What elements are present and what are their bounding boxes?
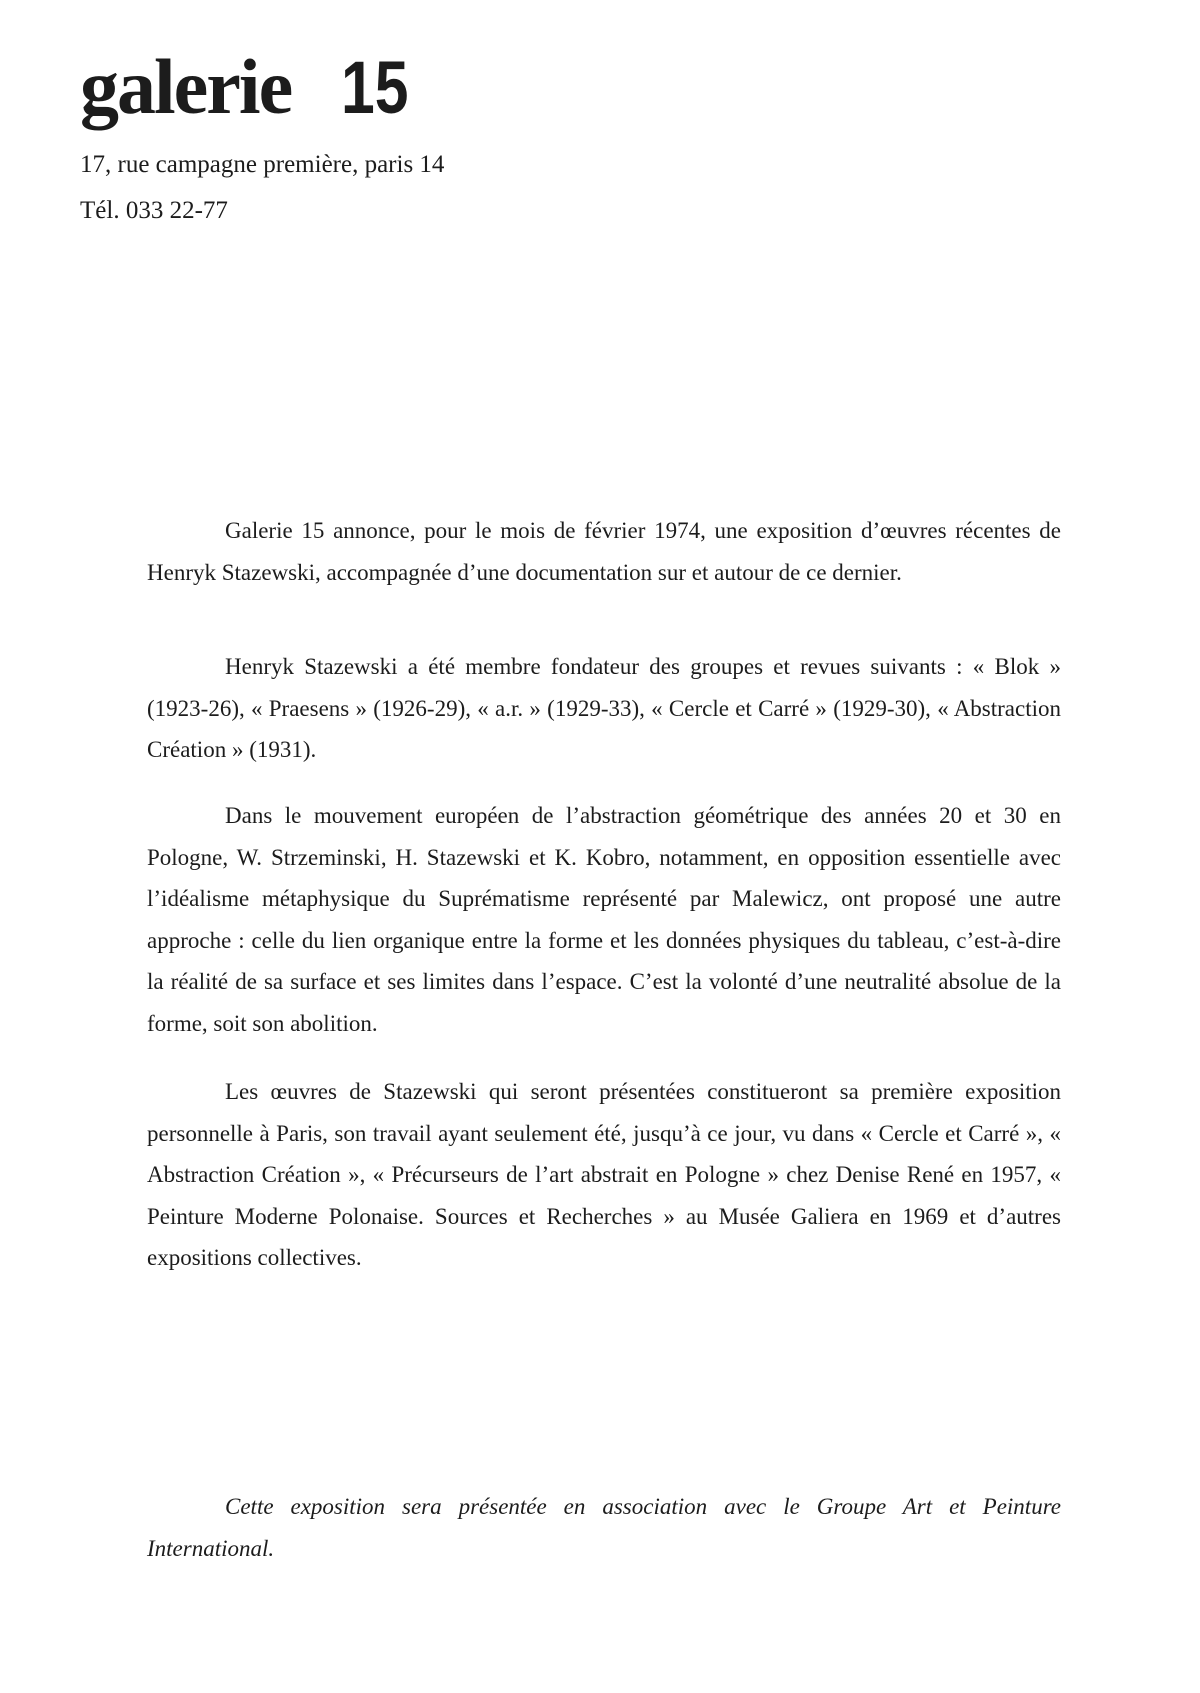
paragraph-movement	[147, 795, 1061, 1044]
footer-note	[147, 1486, 1061, 1569]
gallery-address: 17, rue campagne première, paris 14	[80, 151, 445, 178]
footer-note-text: Cette exposition sera présentée en association avec le Groupe Art et Peinture International.	[147, 1494, 1061, 1561]
gallery-logo	[80, 43, 444, 130]
paragraph-text: Dans le mouvement européen de l’abstraction géométrique des années 20 et 30 en Pologne, W. Strzeminski, H. Stazewski et K. Kobro, notamment, en opposition essentielle avec l’idéalisme métaphysique du Suprématisme représenté par Malewicz, ont proposé une autre approche : celle du lien organique entre la forme et les données physiques du tableau, c’est-à-dire la réalité de sa surface et ses limites dans l’espace. C’est la volonté d’une neutralité absolue de la forme, soit son abolition.	[147, 803, 1061, 1036]
paragraph-groups	[147, 646, 1061, 771]
gallery-number: 15	[341, 46, 409, 129]
gallery-name: galerie	[80, 43, 292, 130]
paragraph-exhibitions	[147, 1071, 1061, 1279]
paragraph-text: Les œuvres de Stazewski qui seront présentées constitueront sa première exposition personnelle à Paris, son travail ayant seulement été, jusqu’à ce jour, vu dans « Cercle et Carré », « Abstraction Création », « Précurseurs de l’art abstrait en Pologne » chez Denise René en 1957, « Peinture Moderne Polonaise. Sources et Recherches » au Musée Galiera en 1969 et d’autres expositions collectives.	[147, 1079, 1061, 1270]
gallery-phone: Tél. 033 22-77	[80, 197, 228, 224]
paragraph-text: Galerie 15 annonce, pour le mois de février 1974, une exposition d’œuvres récentes de Henryk Stazewski, accompagnée d’une documentation sur et autour de ce dernier.	[147, 518, 1061, 585]
paragraph-text: Henryk Stazewski a été membre fondateur des groupes et revues suivants : « Blok » (1923-26), « Praesens » (1926-29), « a.r. » (1929-33), « Cercle et Carré » (1929-30), « Abstraction Création » (1931).	[147, 654, 1061, 762]
letterhead	[80, 43, 445, 224]
paragraph-announcement	[147, 510, 1061, 593]
